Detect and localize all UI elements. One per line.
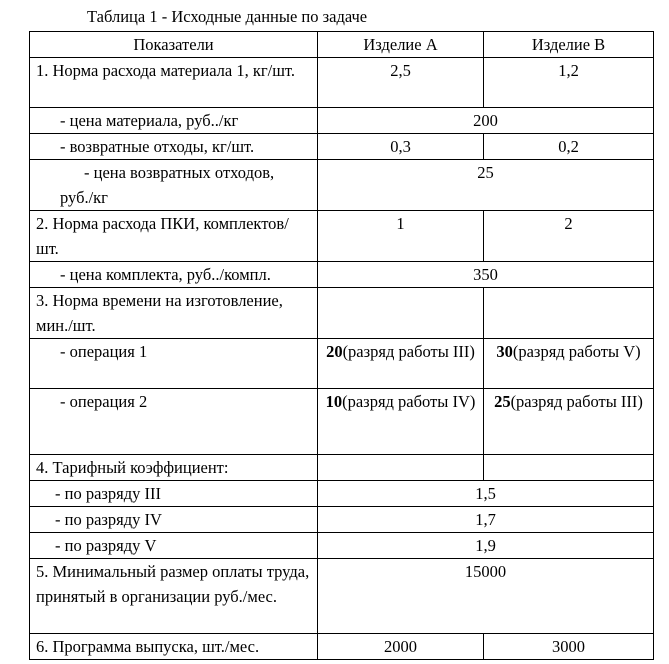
row-label: - операция 2: [30, 389, 318, 455]
value-shared: 200: [318, 108, 654, 134]
row-label: 6. Программа выпуска, шт./мес.: [30, 634, 318, 660]
row-label: 4. Тарифный коэффициент:: [30, 455, 318, 481]
row-label: - по разряду III: [30, 481, 318, 507]
row-label: - по разряду V: [30, 533, 318, 559]
row-label: - цена материала, руб../кг: [30, 108, 318, 134]
value-product-a: 2000: [318, 634, 484, 660]
table-row: [30, 389, 654, 455]
value-product-a: 0,3: [318, 134, 484, 160]
source-data-table: [29, 31, 654, 660]
table-row: [30, 134, 654, 160]
value-shared: 25: [318, 160, 654, 211]
minutes-value: 30: [496, 342, 513, 361]
minutes-value: 10: [325, 392, 343, 411]
row-label: 5. Минимальный размер оплаты труда, принятый в организации руб./мес.: [30, 559, 318, 634]
table-row: [30, 481, 654, 507]
row-label: - цена комплекта, руб../компл.: [30, 262, 318, 288]
value-shared: 1,9: [318, 533, 654, 559]
table-caption: Таблица 1 - Исходные данные по задаче: [87, 7, 368, 26]
table-row: [30, 634, 654, 660]
value-product-b: [484, 389, 654, 455]
value-product-b: [484, 339, 654, 389]
value-product-a: [318, 339, 484, 389]
empty-cell: [484, 455, 654, 481]
empty-cell: [318, 455, 484, 481]
value-shared: 350: [318, 262, 654, 288]
minutes-value: 20: [326, 342, 343, 361]
empty-cell: [484, 288, 654, 339]
row-label: - возвратные отходы, кг/шт.: [30, 134, 318, 160]
value-product-b: 1,2: [484, 58, 654, 108]
value-product-a: 1: [318, 211, 484, 262]
value-product-a: 2,5: [318, 58, 484, 108]
row-label: 1. Норма расхода материала 1, кг/шт.: [30, 58, 318, 108]
row-label: 3. Норма времени на изготовление, мин./шт.: [30, 288, 318, 339]
row-label: - операция 1: [30, 339, 318, 389]
table-row: [30, 262, 654, 288]
value-product-a: [318, 389, 484, 455]
header-product-b: Изделие В: [484, 32, 654, 58]
header-indicators: Показатели: [30, 32, 318, 58]
value-product-b: 2: [484, 211, 654, 262]
grade-note: (разряд работы III): [510, 392, 643, 411]
table-row: [30, 160, 654, 211]
table-header-row: [30, 32, 654, 58]
row-label: - по разряду IV: [30, 507, 318, 533]
header-product-a: Изделие А: [318, 32, 484, 58]
table-row: [30, 455, 654, 481]
value-shared: 1,5: [318, 481, 654, 507]
grade-note: (разряд работы IV): [342, 392, 476, 411]
table-row: [30, 533, 654, 559]
row-label: - цена возвратных отходов, руб./кг: [30, 160, 318, 211]
table-row: [30, 58, 654, 108]
table-row: [30, 559, 654, 634]
table-row: [30, 339, 654, 389]
table-row: [30, 211, 654, 262]
value-shared: 15000: [318, 559, 654, 634]
row-label: 2. Норма расхода ПКИ, комплектов/шт.: [30, 211, 318, 262]
minutes-value: 25: [494, 392, 511, 411]
value-shared: 1,7: [318, 507, 654, 533]
value-product-b: 0,2: [484, 134, 654, 160]
table-row: [30, 108, 654, 134]
table-row: [30, 507, 654, 533]
empty-cell: [318, 288, 484, 339]
grade-note: (разряд работы III): [342, 342, 475, 361]
table-row: [30, 288, 654, 339]
grade-note: (разряд работы V): [512, 342, 641, 361]
value-product-b: 3000: [484, 634, 654, 660]
